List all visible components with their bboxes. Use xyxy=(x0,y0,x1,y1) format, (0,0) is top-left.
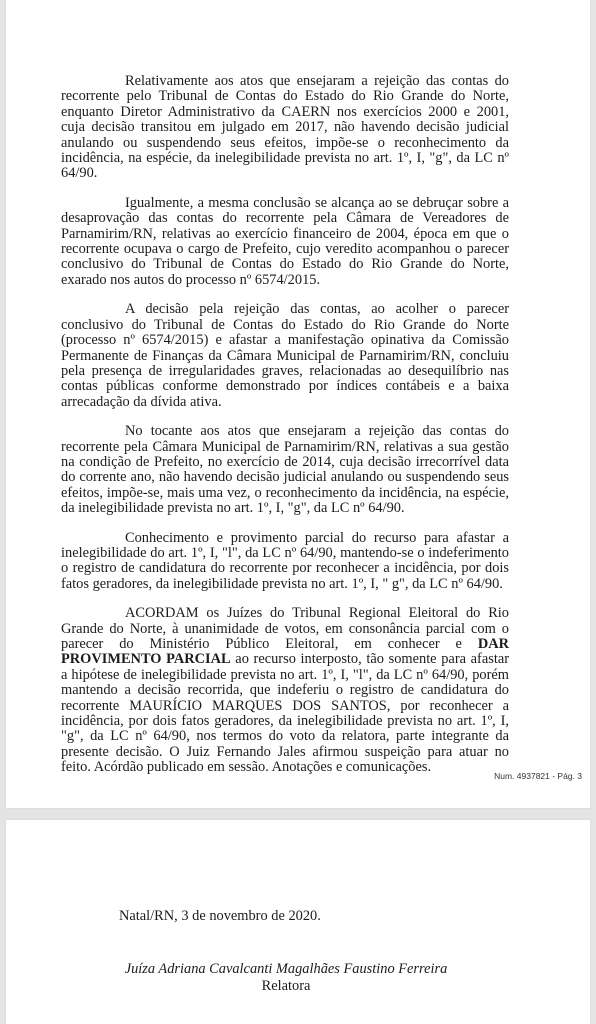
acordam-ruling-bold: DAR PROVIMENTO PARCIAL xyxy=(61,636,509,668)
paragraph-ementa-conclusion: Conhecimento e provimento parcial do recurso para afastar a inelegibilidade do art. 1º, I, "l", da LC nº 64/90, mantendo-se o indeferimento o registro de candidatura do recorrente por reconhecer a incidência, por dois fatos geradores, da inelegibilidade prevista no art. 1º, I, " g", da LC nº 64/90. xyxy=(61,529,509,592)
page-number-footer: Num. 4937821 - Pág. 3 xyxy=(494,771,582,781)
date-line: Natal/RN, 3 de novembro de 2020. xyxy=(119,908,321,924)
paragraph-acordam xyxy=(61,606,509,775)
document-page-2 xyxy=(6,820,590,1024)
acordam-text-start: ACORDAM os Juízes do Tribunal Regional Eleitoral do Rio Grande do Norte, à unanimidade de votos, em consonância parcial com o parecer do Ministério Público Eleitoral, em conhecer e xyxy=(61,605,509,652)
document-page-1 xyxy=(6,0,590,808)
signature-block xyxy=(66,961,506,995)
paragraph-camara-2014: No tocante aos atos que ensejaram a rejeição das contas do recorrente pela Câmara Municipal de Parnamirim/RN, relativas a sua gestão na condição de Prefeito, no exercício de 2014, cuja decisão irrecorrível data do corrente ano, não havendo decisão judicial anulando ou suspendendo seus efeitos, impõe-se, mais uma vez, o reconhecimento da incidência, na espécie, da inelegibilidade prevista no art. 1º, I, "g", da LC nº 64/90. xyxy=(61,423,509,517)
paragraph-camara-2004: Igualmente, a mesma conclusão se alcança ao se debruçar sobre a desaprovação das contas do recorrente pela Câmara de Vereadores de Parnamirim/RN, relativas ao exercício financeiro de 2004, época em que o recorrente ocupava o cargo de Prefeito, cujo veredito acompanhou o parecer conclusivo do Tribunal de Contas do Estado do Rio Grande do Norte, exarado nos autos do processo nº 6574/2015. xyxy=(61,194,509,288)
signer-name: Juíza Adriana Cavalcanti Magalhães Faustino Ferreira xyxy=(124,961,448,977)
acordam-text-end: ao recurso interposto, tão somente para afastar a hipótese de inelegibilidade prevista no art. 1º, I, "l", da LC nº 64/90, porém mantendo a decisão recorrida, que indeferiu o registro de candidatura do recorrente MAURÍCIO MARQUES DOS SANTOS, por reconhecer a incidência, por dois fatos geradores, da inelegibilidade prevista no art. 1º, I, "g", da LC nº 64/90, nos termos do voto da relatora, parte integrante da presente decisão. O Juiz Fernando Jales afirmou suspeição para atuar no feito. Acórdão publicado em sessão. Anotações e comunicações. xyxy=(61,651,510,776)
paragraph-rejection-decision: A decisão pela rejeição das contas, ao acolher o parecer conclusivo do Tribunal de Contas do Estado do Rio Grande do Norte (processo nº 6574/2015) e afastar a manifestação opinativa da Comissão Permanente de Finanças da Câmara Municipal de Parnamirim/RN, concluiu pela presença de irregularidades graves, relacionadas ao desequilíbrio nas contas públicas conforme demonstrado por índices contábeis e a baixa arrecadação da dívida ativa. xyxy=(61,301,509,410)
signer-role: Relatora xyxy=(261,978,311,994)
page-1-body xyxy=(61,74,509,790)
paragraph-caern-accounts: Relativamente aos atos que ensejaram a rejeição das contas do recorrente pelo Tribunal de Contas do Estado do Rio Grande do Norte, enquanto Diretor Administrativo da CAERN nos exercícios 2000 e 2001, cuja decisão transitou em julgado em 2017, não havendo decisão judicial anulando ou suspendendo seus efeitos, impõe-se o reconhecimento da incidência, na espécie, da inelegibilidade prevista no art. 1º, I, "g", da LC nº 64/90. xyxy=(61,73,509,182)
